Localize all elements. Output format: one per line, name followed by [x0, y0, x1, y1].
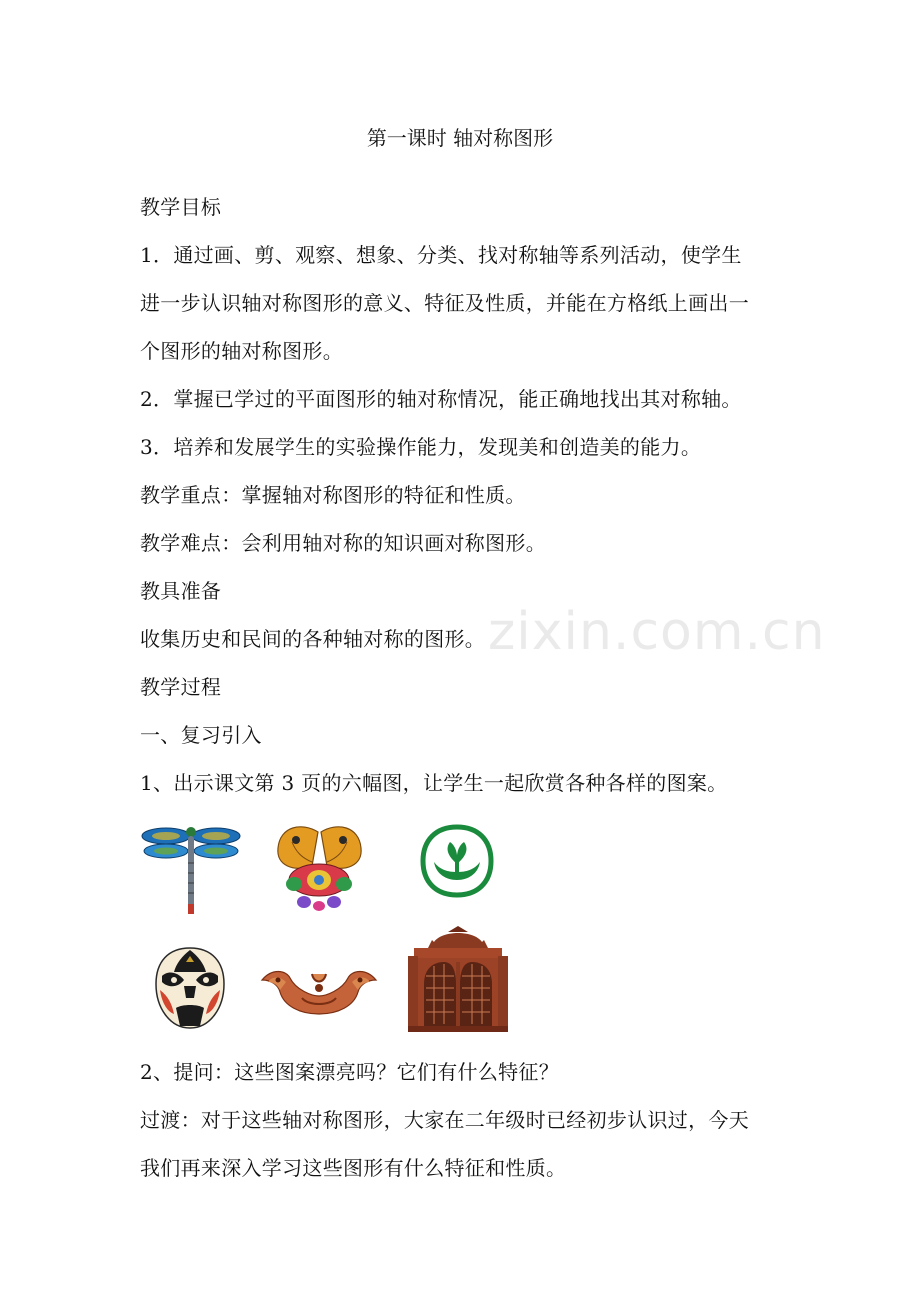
heading-process: 教学过程 — [140, 675, 222, 699]
jade-dragon-icon — [256, 960, 382, 1022]
objective-2: 2．掌握已学过的平面图形的轴对称情况，能正确地找出其对称轴。 — [140, 387, 742, 411]
objective-1-line-3: 个图形的轴对称图形。 — [140, 339, 343, 363]
section-review: 一、复习引入 — [140, 723, 262, 747]
materials-text: 收集历史和民间的各种轴对称的图形。 — [140, 627, 486, 651]
heading-objectives: 教学目标 — [140, 195, 222, 219]
heading-materials: 教具准备 — [140, 579, 222, 603]
green-logo-icon — [420, 824, 494, 898]
objective-1-line-1: 1．通过画、剪、观察、想象、分类、找对称轴等系列活动，使学生 — [140, 243, 742, 267]
transition-line-2: 我们再来深入学习这些图形有什么特征和性质。 — [140, 1156, 567, 1180]
objective-3: 3．培养和发展学生的实验操作能力，发现美和创造美的能力。 — [140, 435, 702, 459]
objective-1-line-2: 进一步认识轴对称图形的意义、特征及性质，并能在方格纸上画出一 — [140, 291, 749, 315]
difficult-point: 教学难点：会利用轴对称的知识画对称图形。 — [140, 531, 546, 555]
opera-mask-icon — [154, 946, 226, 1030]
step-1: 1、出示课文第 3 页的六幅图，让学生一起欣赏各种各样的图案。 — [140, 771, 728, 795]
step-2: 2、提问：这些图案漂亮吗？它们有什么特征？ — [140, 1060, 560, 1084]
dragonfly-kite-icon — [140, 818, 242, 918]
butterfly-papercut-icon — [272, 822, 367, 914]
key-point: 教学重点：掌握轴对称图形的特征和性质。 — [140, 483, 526, 507]
page-title: 第一课时 轴对称图形 — [366, 126, 554, 150]
transition-line-1: 过渡：对于这些轴对称图形，大家在二年级时已经初步认识过，今天 — [140, 1108, 749, 1132]
watermark: zixin.com.cn — [488, 602, 826, 662]
carved-window-icon — [404, 926, 512, 1032]
